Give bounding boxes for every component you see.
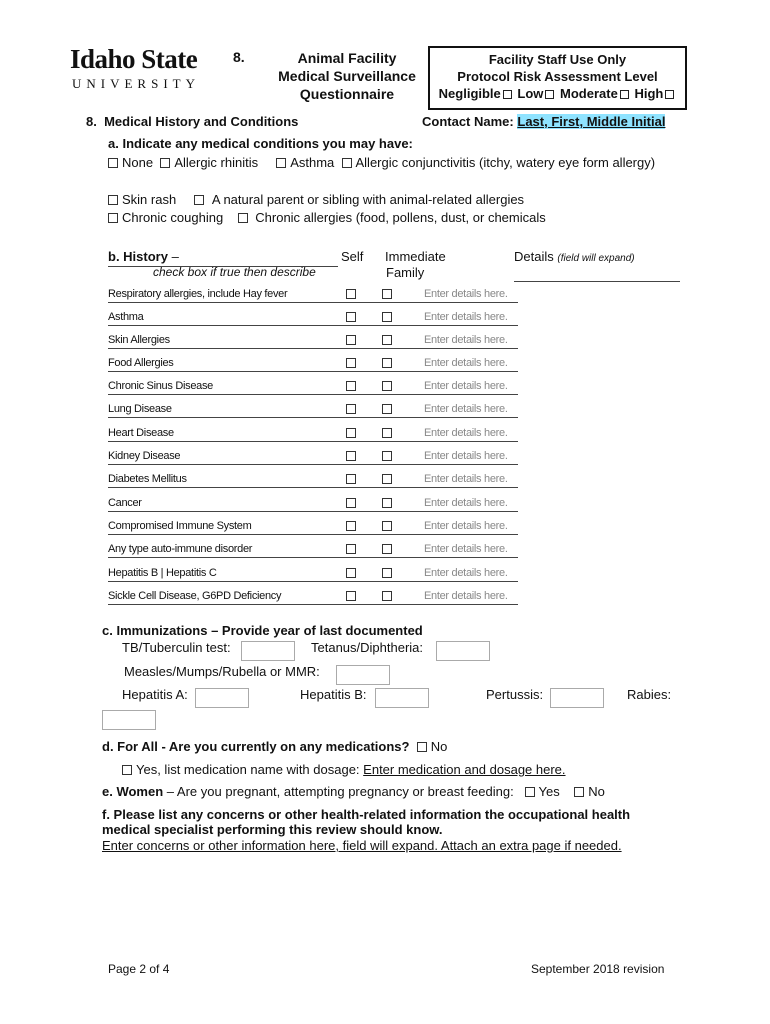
part-d [102,739,447,754]
history-condition: Hepatitis B | Hepatitis C [108,567,217,579]
risk-level-label: High [634,86,664,101]
col-details-note: (field will expand) [557,253,635,264]
pregnant-yes-label: Yes [538,784,560,799]
history-condition: Kidney Disease [108,450,181,462]
checkbox[interactable] [108,158,118,168]
conditions-row-3 [108,210,546,225]
details-field[interactable]: Enter details here. [424,311,508,323]
details-field[interactable]: Enter details here. [424,334,508,346]
pertussis-label: Pertussis: [486,687,544,702]
history-row [108,403,518,418]
history-row [108,380,518,395]
tetanus-label: Tetanus/Diphtheria: [311,640,424,655]
tb-year-input[interactable] [241,641,295,661]
history-row [108,567,518,582]
part-e-question: – Are you pregnant, attempting pregnancy or breast feeding: [166,784,514,799]
pregnant-no-checkbox[interactable] [574,787,584,797]
form-title [266,49,428,103]
details-field[interactable]: Enter details here. [424,520,508,532]
part-a-heading: a. Indicate any medical conditions you may have: [108,136,413,151]
self-checkbox[interactable] [346,428,356,438]
risk-negligible-checkbox[interactable] [503,90,512,99]
family-checkbox[interactable] [382,521,392,531]
rabies-year-input[interactable] [102,710,156,730]
checkbox[interactable] [194,195,204,205]
self-checkbox[interactable] [346,568,356,578]
details-field[interactable]: Enter details here. [424,403,508,415]
history-condition: Diabetes Mellitus [108,473,187,485]
self-checkbox[interactable] [346,289,356,299]
history-condition: Chronic Sinus Disease [108,380,213,392]
details-field[interactable]: Enter details here. [424,288,508,300]
family-checkbox[interactable] [382,568,392,578]
details-field[interactable]: Enter details here. [424,427,508,439]
rabies-label: Rabies: [627,687,672,702]
history-row [108,311,518,326]
staff-box-title: Facility Staff Use Only [488,52,627,67]
history-row [108,473,518,488]
history-row [108,288,518,303]
history-condition: Heart Disease [108,427,174,439]
details-field[interactable]: Enter details here. [424,380,508,392]
self-checkbox[interactable] [346,591,356,601]
tetanus-year-input[interactable] [436,641,490,661]
risk-low-checkbox[interactable] [545,90,554,99]
history-condition: Lung Disease [108,403,172,415]
family-checkbox[interactable] [382,381,392,391]
family-checkbox[interactable] [382,335,392,345]
col-family: Immediate [385,249,446,264]
medications-yes-row [122,762,566,777]
family-checkbox[interactable] [382,404,392,414]
self-checkbox[interactable] [346,451,356,461]
self-checkbox[interactable] [346,381,356,391]
family-checkbox[interactable] [382,451,392,461]
family-checkbox[interactable] [382,312,392,322]
condition-label: A natural parent or sibling with animal-related allergies [211,192,525,207]
history-condition: Any type auto-immune disorder [108,543,253,555]
history-row [108,497,518,512]
mmr-year-input[interactable] [336,665,390,685]
medications-no-label: No [430,739,448,754]
risk-high-checkbox[interactable] [665,90,674,99]
col-self: Self [341,249,364,264]
concerns-field[interactable]: Enter concerns or other information here, field will expand. Attach an extra page if needed. [102,838,622,853]
family-checkbox[interactable] [382,474,392,484]
history-condition: Cancer [108,497,142,509]
medications-field[interactable]: Enter medication and dosage here. [363,762,566,777]
part-b-heading [108,249,179,264]
pregnant-yes-checkbox[interactable] [525,787,535,797]
medications-yes-checkbox[interactable] [122,765,132,775]
mmr-label: Measles/Mumps/Rubella or MMR: [124,664,320,679]
history-condition: Sickle Cell Disease, G6PD Deficiency [108,590,282,602]
col-family-line2: Family [386,265,425,280]
part-d-heading: d. For All - Are you currently on any medications? [102,739,410,754]
self-checkbox[interactable] [346,404,356,414]
condition-label: Asthma [290,155,335,170]
details-field[interactable]: Enter details here. [424,567,508,579]
revision-date: September 2018 revision [531,962,665,976]
hep-b-label: Hepatitis B: [300,687,367,702]
pregnant-no-label: No [588,784,605,799]
contact-name-field[interactable]: Last, First, Middle Initial [517,114,666,129]
col-details [514,249,635,264]
condition-label: Allergic rhinitis [174,155,259,170]
history-condition: Food Allergies [108,357,174,369]
history-condition: Compromised Immune System [108,520,252,532]
self-checkbox[interactable] [346,335,356,345]
condition-label: Allergic conjunctivitis (itchy, watery eye form allergy) [355,155,656,170]
self-checkbox[interactable] [346,358,356,368]
self-checkbox[interactable] [346,498,356,508]
checkbox[interactable] [342,158,352,168]
staff-use-box [428,46,687,110]
details-field[interactable]: Enter details here. [424,543,508,555]
part-e [102,784,605,799]
form-number: 8. [233,49,245,65]
hep-a-label: Hepatitis A: [122,687,188,702]
history-condition: Asthma [108,311,144,323]
condition-label: None [122,155,154,170]
contact-label: Contact Name: [422,114,514,129]
medications-yes-label: Yes, list medication name with dosage: [136,762,360,777]
history-condition: Respiratory allergies, include Hay fever [108,288,288,300]
checkbox[interactable] [108,195,118,205]
history-condition: Skin Allergies [108,334,170,346]
condition-label: Chronic allergies (food, pollens, dust, or chemicals [255,210,546,225]
medications-no-checkbox[interactable] [417,742,427,752]
condition-label: Chronic coughing [122,210,224,225]
logo-wordmark: Idaho State [70,44,198,74]
part-f-heading-line2: medical specialist performing this review should know. [102,822,443,837]
self-checkbox[interactable] [346,521,356,531]
page-number: Page 2 of 4 [108,962,170,976]
family-checkbox[interactable] [382,544,392,554]
risk-level-label: Low [517,86,544,101]
self-checkbox[interactable] [346,312,356,322]
risk-level-label: Negligible [438,86,501,101]
history-row [108,450,518,465]
family-checkbox[interactable] [382,289,392,299]
self-checkbox[interactable] [346,544,356,554]
staff-box-subtitle: Protocol Risk Assessment Level [457,69,658,84]
logo-subtitle: UNIVERSITY [72,76,200,91]
pertussis-year-input[interactable] [550,688,604,708]
hep-b-year-input[interactable] [375,688,429,708]
risk-level-label: Moderate [560,86,618,101]
checkbox[interactable] [276,158,286,168]
history-row [108,357,518,372]
history-row [108,427,518,442]
family-checkbox[interactable] [382,428,392,438]
details-field[interactable]: Enter details here. [424,590,508,602]
checkbox[interactable] [238,213,248,223]
part-c-heading: c. Immunizations – Provide year of last documented [102,623,423,638]
conditions-row-1 [108,155,655,170]
history-row [108,543,518,558]
history-row [108,590,518,605]
risk-levels [430,85,685,102]
conditions-row-2 [108,192,524,207]
form-title-line: Animal Facility [297,50,397,66]
self-checkbox[interactable] [346,474,356,484]
form-title-line: Questionnaire [299,86,395,102]
part-b-title: b. History [108,249,168,264]
contact-name [422,114,665,129]
checkbox[interactable] [108,213,118,223]
details-field[interactable]: Enter details here. [424,473,508,485]
part-e-heading: e. Women [102,784,164,799]
part-f-heading: f. Please list any concerns or other health-related information the occupational health [102,807,631,822]
section-heading: 8. Medical History and Conditions [86,114,299,129]
family-checkbox[interactable] [382,358,392,368]
checkbox[interactable] [160,158,170,168]
hep-a-year-input[interactable] [195,688,249,708]
family-checkbox[interactable] [382,498,392,508]
col-details-label: Details [514,249,554,264]
part-b-dash: – [171,249,179,264]
details-field[interactable]: Enter details here. [424,497,508,509]
condition-label: Skin rash [122,192,177,207]
part-b-instruction: check box if true then describe [153,265,316,279]
form-title-line: Medical Surveillance [278,68,416,84]
tb-label: TB/Tuberculin test: [122,640,231,655]
risk-moderate-checkbox[interactable] [620,90,629,99]
history-row [108,334,518,349]
family-checkbox[interactable] [382,591,392,601]
details-field[interactable]: Enter details here. [424,357,508,369]
history-row [108,520,518,535]
details-field[interactable]: Enter details here. [424,450,508,462]
